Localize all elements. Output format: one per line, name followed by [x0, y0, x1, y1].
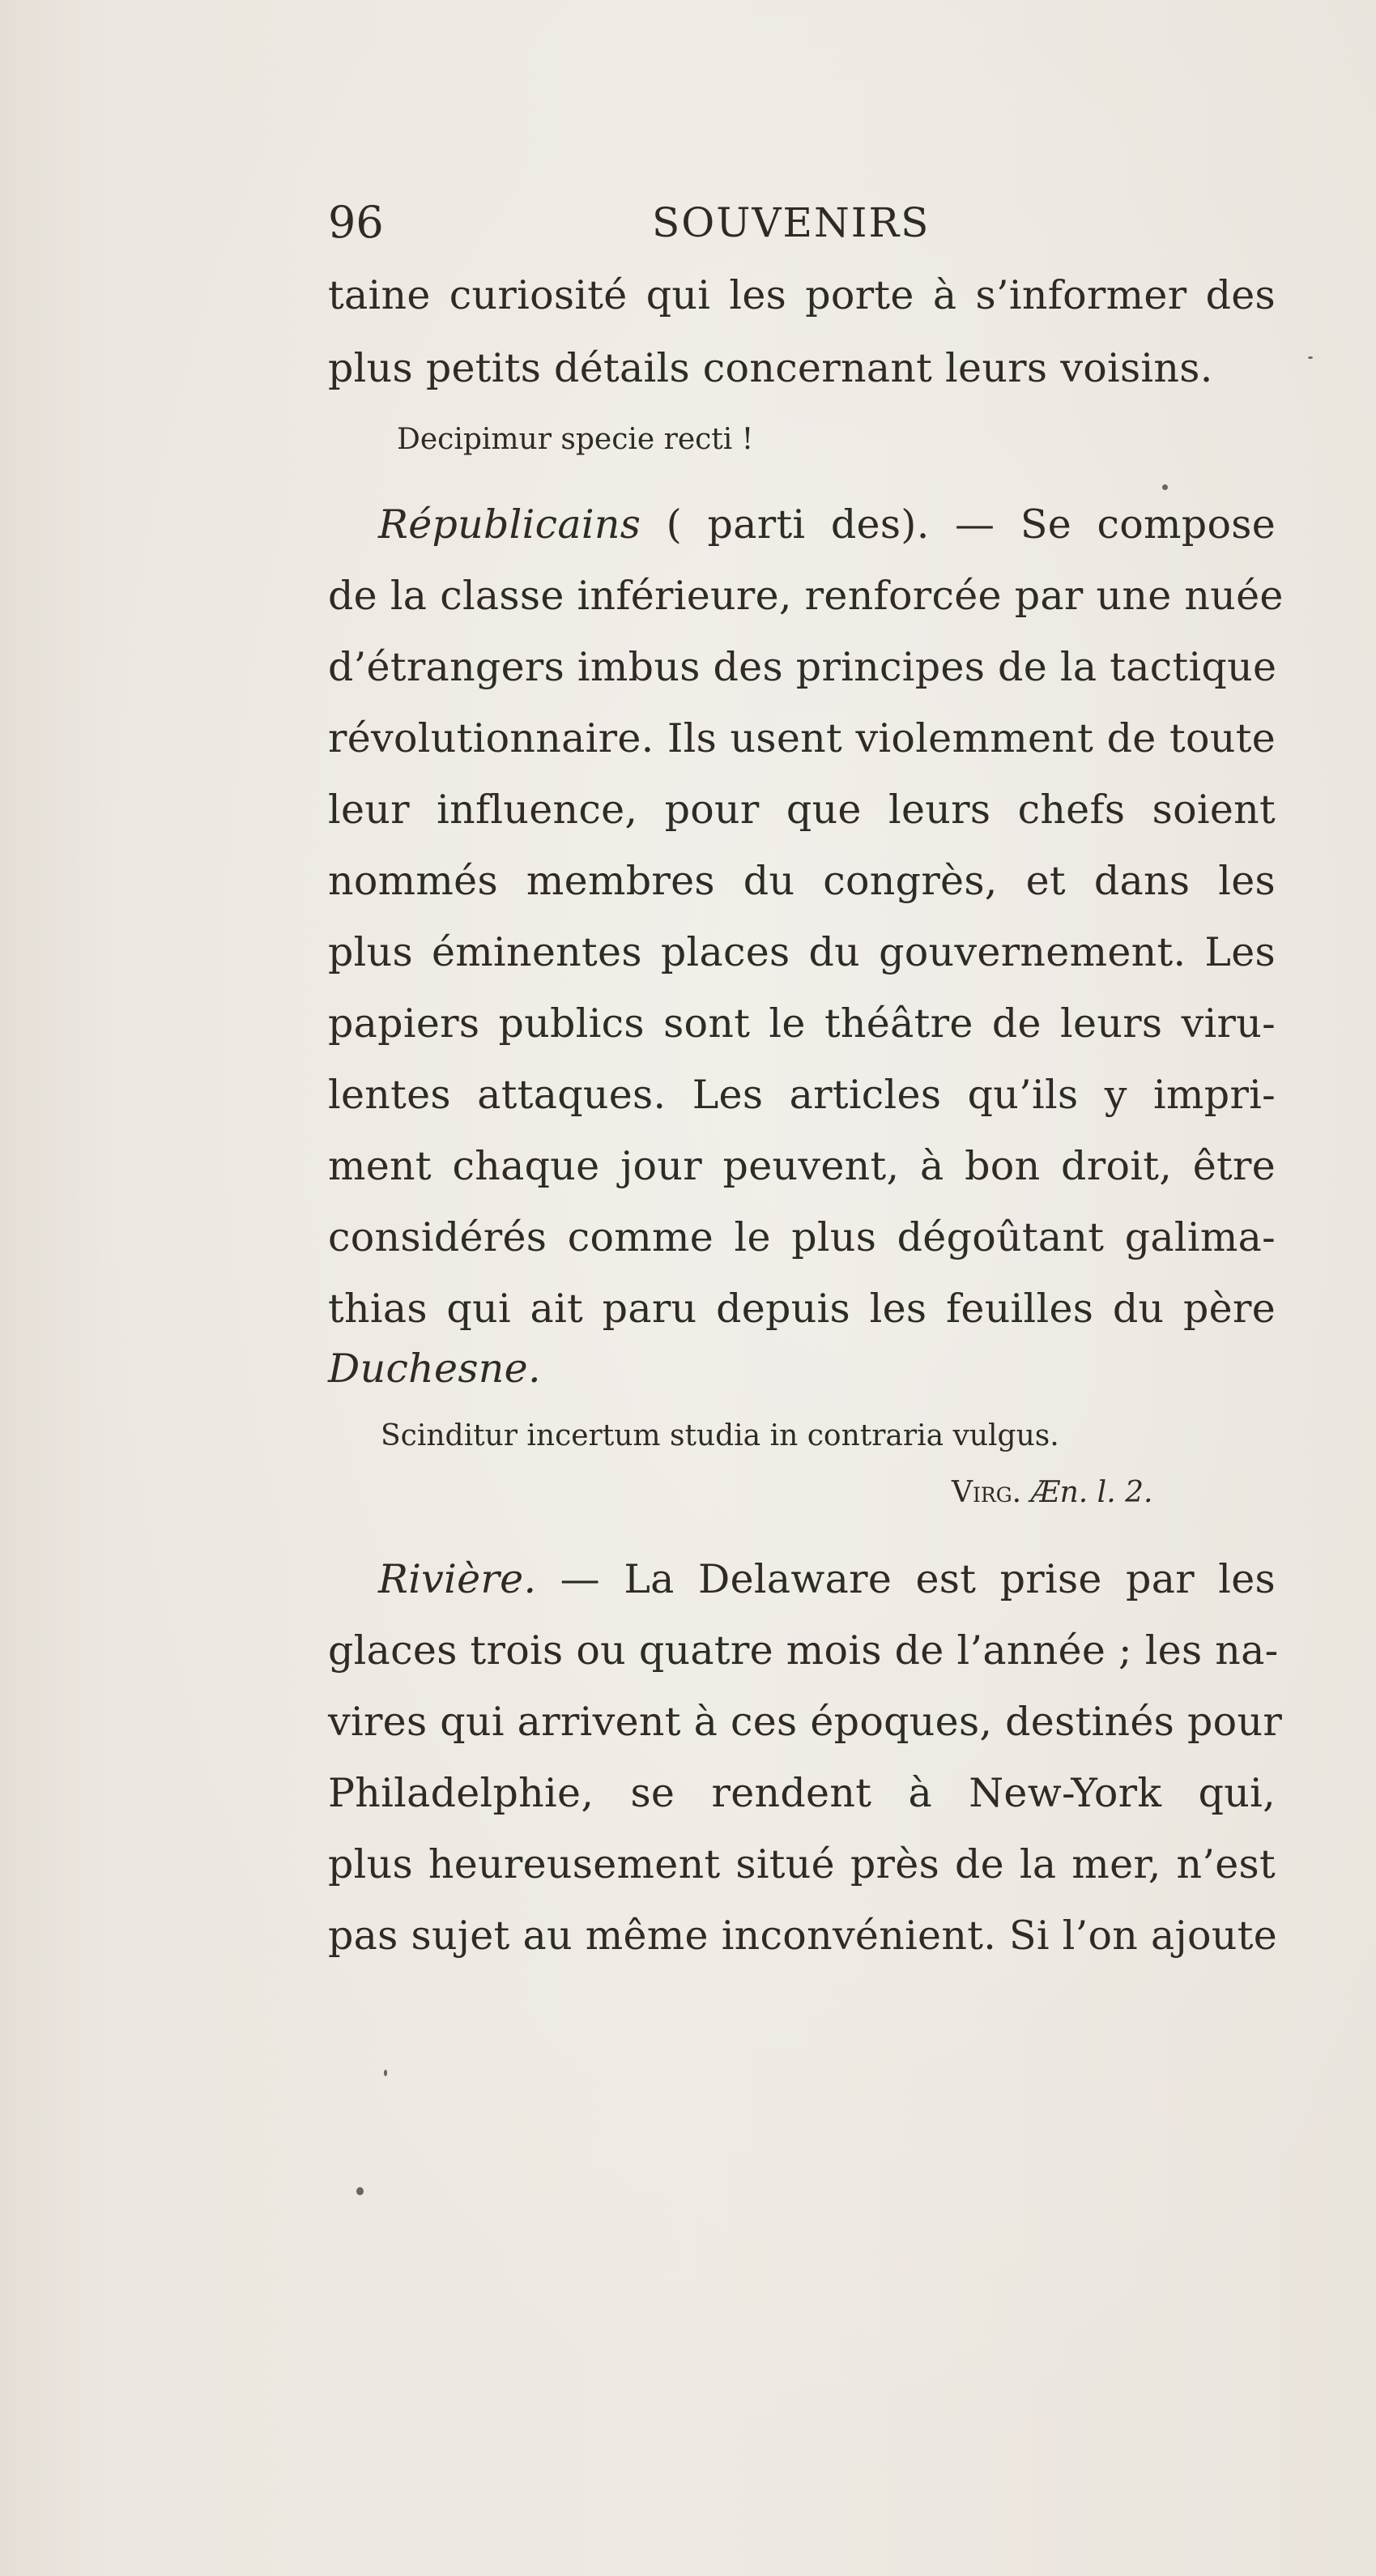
text-line-20: plus heureusement situé près de la mer, n’est: [328, 1841, 1276, 1887]
entry-republicains-line: [328, 501, 1276, 549]
text-line-2: plus petits détails concernant leurs voisins.: [328, 345, 1213, 391]
latin-quote-2: Scinditur incertum studia in contraria vulgus.: [381, 1419, 1059, 1452]
text-line-11: lentes attaques. Les articles qu’ils y impri-: [328, 1072, 1276, 1118]
text-line-18: vires qui arrivent à ces époques, destinés pour: [328, 1699, 1283, 1745]
text-line-21: pas sujet au même inconvénient. Si l’on ajoute: [328, 1913, 1277, 1959]
text-line-1: taine curiosité qui les porte à s’informer des: [328, 272, 1276, 318]
text-line-5: d’étrangers imbus des principes de la tactique: [328, 644, 1277, 690]
latin-quote-1: Decipimur specie recti !: [397, 423, 754, 456]
text-line-8: nommés membres du congrès, et dans les: [328, 858, 1276, 904]
text-line-13: considérés comme le plus dégoûtant galima-: [328, 1214, 1276, 1260]
quote-citation: [952, 1474, 1152, 1512]
ink-speck: [356, 2187, 364, 2195]
text-line-14: thias qui ait paru depuis les feuilles du père: [328, 1286, 1276, 1332]
entry-title-republicains: Républicains: [378, 501, 641, 548]
entry-riviere-line: [328, 1555, 1276, 1604]
text-line-duchesne: Duchesne.: [328, 1346, 541, 1392]
page-number: 96: [328, 197, 384, 248]
text-line-7: leur influence, pour que leurs chefs soient: [328, 787, 1276, 833]
citation-reference: Æn. l. 2.: [1021, 1476, 1153, 1509]
ink-speck: [1308, 356, 1313, 359]
text-line-6: révolutionnaire. Ils usent violemment de toute: [328, 715, 1276, 761]
citation-author: Virg.: [952, 1476, 1022, 1509]
entry-title-riviere: Rivière.: [378, 1556, 537, 1602]
text-line-12: ment chaque jour peuvent, à bon droit, être: [328, 1143, 1276, 1189]
text-line-10: papiers publics sont le théâtre de leurs viru-: [328, 1000, 1276, 1047]
ink-speck: [1162, 484, 1168, 490]
running-head: SOUVENIRS: [652, 199, 931, 246]
text-line-19: Philadelphie, se rendent à New-York qui,: [328, 1770, 1276, 1816]
page-header: [328, 194, 948, 251]
text-line-17: glaces trois ou quatre mois de l’année ; les na-: [328, 1627, 1279, 1674]
entry-riviere-rest: — La Delaware est prise par les: [536, 1556, 1276, 1602]
entry-republicains-rest: ( parti des). — Se compose: [641, 501, 1276, 548]
ink-speck: [384, 2070, 387, 2076]
text-line-9: plus éminentes places du gouvernement. Les: [328, 929, 1276, 975]
text-line-4: de la classe inférieure, renforcée par une nuée: [328, 573, 1284, 619]
